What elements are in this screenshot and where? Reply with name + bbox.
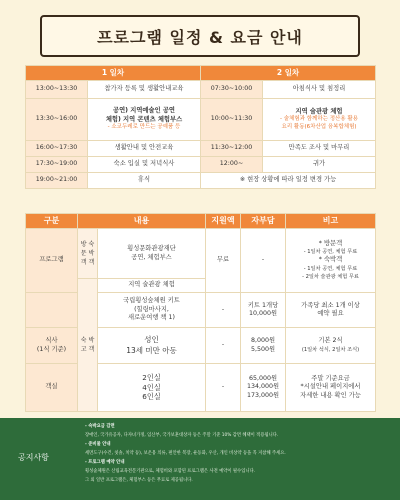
content-line: 새로운여행 책 1)	[128, 314, 175, 322]
price-line: 173,000원	[246, 391, 280, 399]
notice-heading: - 숙박요금 감면	[85, 424, 115, 429]
meal-remarks	[286, 328, 376, 364]
category-goods	[26, 293, 78, 328]
notice-heading: - 프로그램 예약 안내	[85, 460, 125, 465]
day2-activity: 귀가	[263, 157, 376, 173]
remark-line: (1일차 석식, 2일차 조식)	[301, 346, 360, 353]
day1-time: 17:30~19:00	[26, 157, 88, 173]
notice-section	[0, 418, 400, 500]
remark-line: 주말 기준요금	[311, 374, 350, 382]
goods-support: -	[206, 293, 241, 328]
remark-line: - 1일차 공연, 체험 무료	[303, 265, 358, 272]
activity-subline: - 술체험과 함께하는 정산용 활용	[279, 116, 359, 123]
room-content	[98, 364, 206, 412]
content-line: 횡성문화관광재단	[127, 245, 176, 252]
remark-line: *시설안내 페이지에서	[300, 383, 361, 391]
title-box	[40, 15, 360, 57]
room-self-pay	[241, 364, 286, 412]
category-program: 프로그램	[26, 229, 78, 293]
category-line: 식사	[45, 337, 58, 344]
notice-label: 공지사항	[18, 453, 49, 462]
goods-self-pay	[241, 293, 286, 328]
price-line: 134,000원	[246, 383, 280, 391]
page-title: 프로그램 일정 & 요금 안내	[97, 27, 303, 47]
header-self-pay: 자부담	[241, 214, 286, 229]
price-line: 키트 1개당	[247, 301, 279, 309]
day1-activity: 휴식	[88, 173, 201, 189]
content-line: 4인실	[142, 382, 161, 392]
content-line: 2인실	[142, 372, 161, 382]
remark-line: 자세한 내용 확인 가능	[300, 391, 361, 399]
activity-line: 공연) 지역예술인 공연	[113, 107, 176, 115]
category-line: (1식 기준)	[36, 345, 67, 353]
notice-line: 장애인, 국가유공자, 다자녀가정, 임산부, 국가보훈대상자 등은 주말 기준 10% 감면 혜택이 적용됩니다.	[85, 433, 279, 438]
price-line: 5,500원	[250, 345, 276, 353]
header-category: 구분	[26, 214, 78, 229]
notice-body	[85, 422, 390, 485]
activity-line: 체험) 지역 콘텐츠 체험부스	[105, 115, 183, 123]
schedule-note: ※ 현장 상황에 따라 일정 변경 가능	[201, 173, 376, 189]
fees-table	[25, 213, 376, 412]
notice-heading: - 준비물 안내	[85, 442, 111, 447]
activity-line: 지역 술관광 체험	[295, 107, 343, 115]
content-line: 13세 미만 아동	[126, 345, 177, 355]
remark-head: * 숙박객	[318, 256, 343, 264]
day2-time: 12:00~	[201, 157, 263, 173]
remark-line: 기본 2식	[318, 337, 343, 345]
day1-activity: 참가자 등록 및 생활안내교육	[88, 81, 201, 99]
content-line: 6인실	[142, 392, 161, 402]
day1-activity: 숙소 입실 및 저녁식사	[88, 157, 201, 173]
price-line: 65,000원	[248, 374, 278, 382]
day2-time: 10:00~11:30	[201, 99, 263, 141]
meal-content	[98, 328, 206, 364]
remark-head: * 방문객	[318, 239, 343, 247]
header-support: 지원액	[206, 214, 241, 229]
day1-time: 19:00~21:00	[26, 173, 88, 189]
activity-subline: 요리 활동(6차산업 융복합체험)	[281, 123, 357, 130]
schedule-table	[25, 65, 376, 189]
goods-remarks	[286, 293, 376, 328]
notice-line: 횡성숲체원은 산림교육전문기관으로, 체험비와 포함된 프로그램은 사전 예약이 필수입니다.	[85, 469, 256, 474]
category-room: 객실	[26, 364, 78, 412]
day1-activity: 생활안내 및 안전교육	[88, 141, 201, 157]
header-content: 내용	[78, 214, 206, 229]
program-support: 무료	[206, 229, 241, 293]
day2-time: 07:30~10:00	[201, 81, 263, 99]
goods-content	[98, 293, 206, 328]
day2-header: 2 일차	[201, 66, 376, 81]
content-line: 성인	[144, 335, 159, 345]
day1-time: 13:00~13:30	[26, 81, 88, 99]
header-remarks: 비고	[286, 214, 376, 229]
category-meal	[26, 328, 78, 364]
program-content	[98, 229, 206, 279]
day2-time: 11:30~12:00	[201, 141, 263, 157]
program-content-row2: 지역 술관광 체험	[98, 279, 206, 293]
program-remarks	[286, 229, 376, 293]
remark-line: 예약 필요	[317, 310, 344, 317]
meal-self-pay	[241, 328, 286, 364]
activity-subline: - 소코두레로 만드는 공예품 등	[107, 124, 181, 131]
day1-time: 13:30~16:00	[26, 99, 88, 141]
remark-line: 가족당 최소 1개 이상	[301, 301, 360, 309]
room-remarks	[286, 364, 376, 412]
notice-line: 그 외 일반 프로그램은, 체험부스 등은 무료로 제공됩니다.	[85, 478, 193, 483]
day1-time: 16:00~17:30	[26, 141, 88, 157]
day2-activity: 만족도 조사 및 마무리	[263, 141, 376, 157]
content-line: 국립횡성숲체원 키트	[123, 297, 180, 305]
content-line: 공연, 체험부스	[131, 253, 172, 261]
room-support: -	[206, 364, 241, 412]
day2-activity	[263, 99, 376, 141]
program-self-pay: -	[241, 229, 286, 293]
content-line: (힐링마사지,	[134, 305, 169, 313]
day1-header: 1 일차	[26, 66, 201, 81]
overnight-type: 숙 박 고 객	[78, 279, 98, 412]
price-line: 10,000원	[248, 310, 278, 317]
remark-line: - 1일차 공연, 체험 무료	[303, 249, 358, 256]
remark-line: - 2일차 술관광 체험 무료	[302, 274, 359, 281]
notice-line: 세면도구(수건, 칫솔, 치약 등), 보온용 의류, 편안한 복장, 운동화, 우산, 개인 비상약 등을 꼭 지참해 주세요.	[85, 451, 286, 456]
day1-activity	[88, 99, 201, 141]
day2-activity: 아침식사 및 침정리	[263, 81, 376, 99]
meal-support: -	[206, 328, 241, 364]
price-line: 8,000원	[250, 337, 276, 344]
visitor-type: 방 숙 문 박 객 객	[78, 229, 98, 279]
